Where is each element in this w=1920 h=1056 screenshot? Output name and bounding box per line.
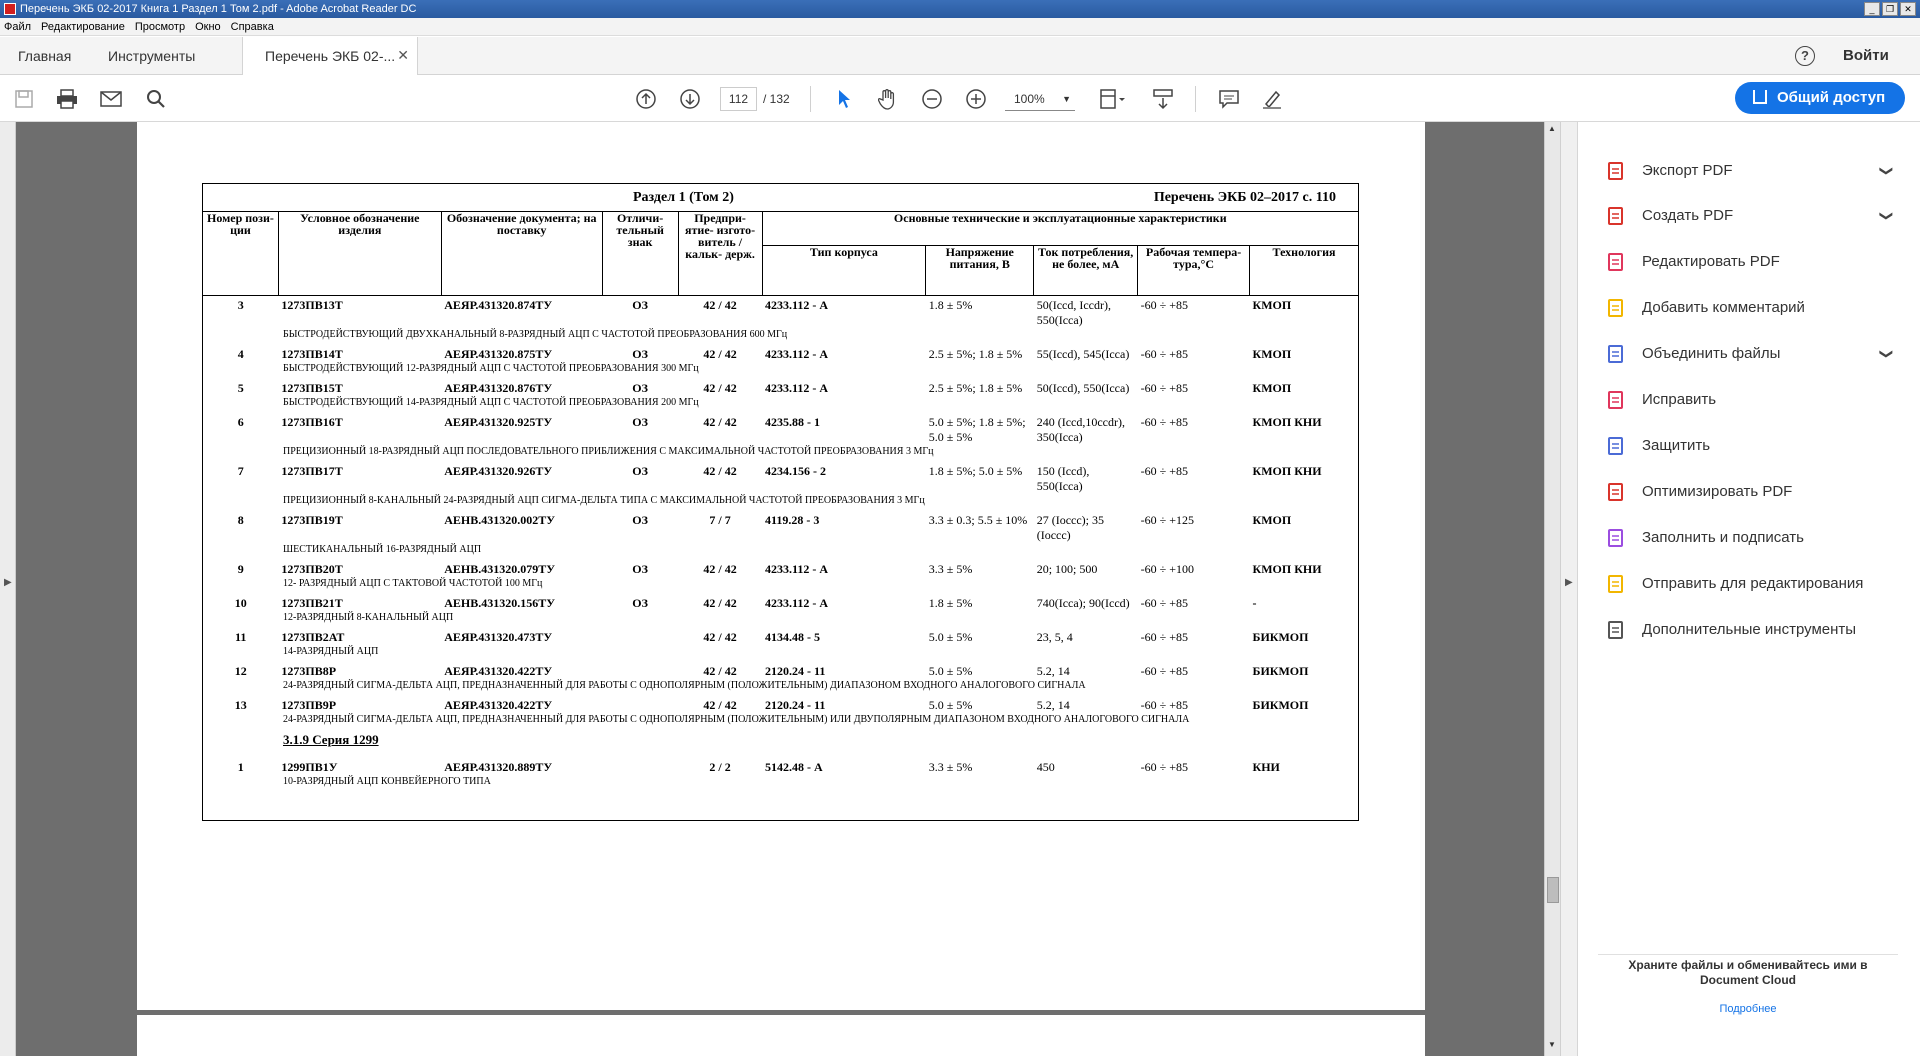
cell-tech: - bbox=[1250, 594, 1359, 611]
cell-case: 4233.112 - А bbox=[765, 381, 829, 395]
row-description: 12-РАЗРЯДНЫЙ 8-КАНАЛЬНЫЙ АЦП bbox=[203, 611, 1359, 628]
table-row bbox=[203, 696, 1359, 713]
cell-name: 1273ПВ9Р bbox=[281, 698, 337, 712]
table-row bbox=[203, 379, 1359, 396]
cell-pos: 3 bbox=[203, 296, 279, 329]
header-temp: Рабочая темпера- тура,°С bbox=[1138, 246, 1250, 296]
table-note-row bbox=[203, 679, 1359, 696]
table-row bbox=[203, 662, 1359, 679]
row-description: БЫСТРОДЕЙСТВУЮЩИЙ 12-РАЗРЯДНЫЙ АЦП С ЧАСТОТОЙ ПРЕОБРАЗОВАНИЯ 300 МГц bbox=[203, 362, 1359, 379]
cell-current: 23, 5, 4 bbox=[1036, 630, 1073, 644]
cell-voltage: 1.8 ± 5%; 5.0 ± 5% bbox=[928, 464, 1023, 478]
share-label: Общий доступ bbox=[1777, 89, 1886, 106]
cell-doc: АЕНВ.431320.156ТУ bbox=[444, 596, 556, 610]
list-title: Перечень ЭКБ 02–2017 с. 110 bbox=[1153, 190, 1336, 205]
tool-protect[interactable] bbox=[1604, 431, 1904, 461]
toolbar-divider bbox=[1195, 86, 1196, 112]
cell-current: 240 (Iccd,10ccdr), 350(Icca) bbox=[1036, 415, 1125, 444]
cell-mark: ОЗ bbox=[632, 347, 648, 361]
cell-pos: 4 bbox=[203, 345, 279, 362]
signin-button[interactable]: Войти bbox=[1843, 47, 1889, 64]
scroll-down-icon[interactable]: ▼ bbox=[1548, 1040, 1556, 1049]
cell-current: 740(Icca); 90(Iccd) bbox=[1036, 596, 1130, 610]
cell-maker: 42 / 42 bbox=[703, 347, 737, 361]
collapse-right-icon: ▶ bbox=[1565, 577, 1573, 588]
title-bar bbox=[0, 0, 1920, 18]
panel-divider bbox=[1598, 954, 1898, 955]
cell-name: 1273ПВ17Т bbox=[281, 464, 343, 478]
cell-case: 4233.112 - А bbox=[765, 562, 829, 576]
cell-pos: 13 bbox=[203, 696, 279, 713]
cell-name: 1273ПВ16Т bbox=[281, 415, 343, 429]
header-pos: Номер пози- ции bbox=[203, 212, 279, 296]
table-end-row bbox=[203, 792, 1359, 820]
cell-temp: -60 ÷ +85 bbox=[1140, 698, 1188, 712]
cell-temp: -60 ÷ +85 bbox=[1140, 347, 1188, 361]
export-pdf-icon bbox=[1606, 161, 1626, 181]
section-title: Раздел 1 (Том 2) bbox=[633, 190, 734, 205]
cell-case: 4235.88 - 1 bbox=[765, 415, 821, 429]
menu-bar bbox=[0, 18, 1920, 36]
cell-voltage: 5.0 ± 5% bbox=[928, 698, 973, 712]
header-maker: Предпри- ятие- изгото- витель / кальк- держ. bbox=[678, 212, 762, 296]
cell-mark: ОЗ bbox=[632, 562, 648, 576]
tool-fill-sign[interactable] bbox=[1604, 523, 1904, 553]
scrollbar-thumb[interactable] bbox=[1547, 877, 1559, 903]
menu-file[interactable]: Файл bbox=[4, 21, 32, 33]
scroll-up-icon[interactable]: ▲ bbox=[1548, 124, 1556, 133]
learn-more-link[interactable]: Подробнее bbox=[1719, 1003, 1777, 1015]
window-controls bbox=[1864, 2, 1916, 16]
cell-doc: АЕЯР.431320.876ТУ bbox=[444, 381, 553, 395]
tab-document[interactable] bbox=[242, 37, 418, 75]
cell-name: 1273ПВ19Т bbox=[281, 513, 343, 527]
cell-name: 1273ПВ20Т bbox=[281, 562, 343, 576]
next-page-icon[interactable] bbox=[679, 88, 701, 110]
cell-current: 20; 100; 500 bbox=[1036, 562, 1098, 576]
cell-tech: БИКМОП bbox=[1250, 628, 1359, 645]
document-cloud-promo bbox=[1598, 958, 1898, 1017]
cell-tech: БИКМОП bbox=[1250, 696, 1359, 713]
cell-name: 1273ПВ8Р bbox=[281, 664, 337, 678]
minimize-button[interactable]: _ bbox=[1864, 2, 1880, 16]
row-description: ШЕСТИКАНАЛЬНЫЙ 16-РАЗРЯДНЫЙ АЦП bbox=[203, 543, 1359, 560]
cell-tech: КМОП bbox=[1250, 379, 1359, 396]
cell-temp: -60 ÷ +85 bbox=[1140, 630, 1188, 644]
prev-page-icon[interactable] bbox=[635, 88, 657, 110]
zoom-select[interactable] bbox=[1005, 87, 1075, 111]
table-row bbox=[203, 413, 1359, 445]
table-row bbox=[203, 462, 1359, 494]
table-note-row bbox=[203, 494, 1359, 511]
tool-label: Создать PDF bbox=[1642, 207, 1734, 224]
cell-voltage: 3.3 ± 0.3; 5.5 ± 10% bbox=[928, 513, 1028, 527]
help-icon[interactable]: ? bbox=[1795, 46, 1815, 66]
cell-temp: -60 ÷ +85 bbox=[1140, 596, 1188, 610]
row-description: 12- РАЗРЯДНЫЙ АЦП С ТАКТОВОЙ ЧАСТОТОЙ 100 МГц bbox=[203, 577, 1359, 594]
tool-comment[interactable] bbox=[1604, 293, 1904, 323]
cell-pos: 8 bbox=[203, 511, 279, 543]
cell-mark bbox=[602, 662, 678, 679]
highlight-pen-icon[interactable] bbox=[1261, 88, 1283, 110]
table-row bbox=[203, 560, 1359, 577]
select-tool-icon[interactable] bbox=[833, 88, 855, 110]
cell-temp: -60 ÷ +100 bbox=[1140, 562, 1194, 576]
cell-case: 4233.112 - А bbox=[765, 298, 829, 312]
hand-tool-icon[interactable] bbox=[877, 88, 899, 110]
row-description: 14-РАЗРЯДНЫЙ АЦП bbox=[203, 645, 1359, 662]
cell-current: 50(Iccd), 550(Icca) bbox=[1036, 381, 1130, 395]
cell-maker: 42 / 42 bbox=[703, 630, 737, 644]
row-description: БЫСТРОДЕЙСТВУЮЩИЙ ДВУХКАНАЛЬНЫЙ 8-РАЗРЯДНЫЙ АЦП С ЧАСТОТОЙ ПРЕОБРАЗОВАНИЯ 600 МГц bbox=[203, 328, 1359, 345]
header-voltage: Напряжение питания, В bbox=[926, 246, 1034, 296]
cell-name: 1299ПВ1У bbox=[281, 760, 338, 774]
table-title-row bbox=[203, 184, 1359, 212]
cell-mark: ОЗ bbox=[632, 298, 648, 312]
cell-mark: ОЗ bbox=[632, 415, 648, 429]
optimize-pdf-icon bbox=[1606, 482, 1626, 502]
cell-pos: 11 bbox=[203, 628, 279, 645]
cloud-text: Храните файлы и обменивайтесь ими в Document Cloud bbox=[1628, 958, 1868, 987]
expand-left-icon: ▶ bbox=[4, 577, 12, 588]
header-document: Обозначение документа; на поставку bbox=[441, 212, 602, 296]
tool-label: Экспорт PDF bbox=[1642, 162, 1733, 179]
header-current: Ток потребления, не более, мА bbox=[1034, 246, 1138, 296]
more-tools-icon bbox=[1606, 620, 1626, 640]
cell-mark bbox=[602, 628, 678, 645]
tool-label: Заполнить и подписать bbox=[1642, 529, 1804, 546]
chevron-down-icon[interactable]: ❯ bbox=[1879, 210, 1895, 222]
cell-voltage: 2.5 ± 5%; 1.8 ± 5% bbox=[928, 381, 1023, 395]
tool-optimize-pdf[interactable] bbox=[1604, 477, 1904, 507]
menu-help[interactable]: Справка bbox=[230, 21, 274, 33]
search-icon[interactable] bbox=[145, 88, 167, 110]
table-row bbox=[203, 758, 1359, 775]
header-tech: Технология bbox=[1250, 246, 1359, 296]
cell-tech: БИКМОП bbox=[1250, 662, 1359, 679]
tab-tools[interactable]: Инструменты bbox=[108, 48, 196, 64]
cell-case: 2120.24 - 11 bbox=[765, 698, 826, 712]
row-description: 10-РАЗРЯДНЫЙ АЦП КОНВЕЙЕРНОГО ТИПА bbox=[203, 775, 1359, 792]
cell-doc: АЕНВ.431320.079ТУ bbox=[444, 562, 556, 576]
cell-doc: АЕЯР.431320.875ТУ bbox=[444, 347, 553, 361]
zoom-in-icon[interactable] bbox=[965, 88, 987, 110]
cell-name: 1273ПВ15Т bbox=[281, 381, 343, 395]
cell-maker: 2 / 2 bbox=[709, 760, 731, 774]
email-icon[interactable] bbox=[100, 88, 122, 110]
table-note-row bbox=[203, 775, 1359, 792]
cell-maker: 42 / 42 bbox=[703, 381, 737, 395]
cell-voltage: 5.0 ± 5% bbox=[928, 630, 973, 644]
cell-current: 450 bbox=[1036, 760, 1055, 774]
cell-temp: -60 ÷ +125 bbox=[1140, 513, 1194, 527]
cell-mark bbox=[602, 696, 678, 713]
cell-voltage: 1.8 ± 5% bbox=[928, 298, 973, 312]
tool-create-pdf[interactable] bbox=[1604, 201, 1904, 231]
cell-doc: АЕЯР.431320.874ТУ bbox=[444, 298, 553, 312]
print-icon[interactable] bbox=[56, 88, 78, 110]
row-description: ПРЕЦИЗИОННЫЙ 8-КАНАЛЬНЫЙ 24-РАЗРЯДНЫЙ АЦП СИГМА-ДЕЛЬТА ТИПА С МАКСИМАЛЬНОЙ ЧАСТОТОЙ ПРЕОБРАЗОВАНИЯ 3 МГц bbox=[203, 494, 1359, 511]
table-note-row bbox=[203, 645, 1359, 662]
row-description: ПРЕЦИЗИОННЫЙ 18-РАЗРЯДНЫЙ АЦП ПОСЛЕДОВАТЕЛЬНОГО ПРИБЛИЖЕНИЯ С МАКСИМАЛЬНОЙ ЧАСТОТОЙ ПРЕОБРАЗОВАНИЯ 3 МГц bbox=[203, 445, 1359, 462]
cell-pos: 12 bbox=[203, 662, 279, 679]
cell-voltage: 1.8 ± 5% bbox=[928, 596, 973, 610]
left-panel-toggle[interactable] bbox=[0, 122, 16, 1056]
cell-voltage: 3.3 ± 5% bbox=[928, 760, 973, 774]
row-description: БЫСТРОДЕЙСТВУЮЩИЙ 14-РАЗРЯДНЫЙ АЦП С ЧАСТОТОЙ ПРЕОБРАЗОВАНИЯ 200 МГц bbox=[203, 396, 1359, 413]
cell-tech: КМОП bbox=[1250, 345, 1359, 362]
table-note-row bbox=[203, 328, 1359, 345]
cell-pos: 5 bbox=[203, 379, 279, 396]
tool-edit-pdf[interactable] bbox=[1604, 247, 1904, 277]
menu-window[interactable]: Окно bbox=[195, 21, 221, 33]
tool-label: Добавить комментарий bbox=[1642, 299, 1805, 316]
cell-temp: -60 ÷ +85 bbox=[1140, 415, 1188, 429]
fix-icon bbox=[1606, 390, 1626, 410]
cell-case: 5142.48 - А bbox=[765, 760, 823, 774]
cell-doc: АЕНВ.431320.002ТУ bbox=[444, 513, 556, 527]
chevron-down-icon[interactable]: ❯ bbox=[1879, 165, 1895, 177]
cell-tech: КНИ bbox=[1250, 758, 1359, 775]
cell-pos: 6 bbox=[203, 413, 279, 445]
cell-current: 55(Iccd), 545(Icca) bbox=[1036, 347, 1130, 361]
header-characteristics: Основные технические и эксплуатационные характеристики bbox=[762, 212, 1358, 246]
cell-case: 4234.156 - 2 bbox=[765, 464, 827, 478]
cell-doc: АЕЯР.431320.925ТУ bbox=[444, 415, 553, 429]
cell-maker: 42 / 42 bbox=[703, 596, 737, 610]
cell-temp: -60 ÷ +85 bbox=[1140, 464, 1188, 478]
row-description: 24-РАЗРЯДНЫЙ СИГМА-ДЕЛЬТА АЦП, ПРЕДНАЗНАЧЕННЫЙ ДЛЯ РАБОТЫ С ОДНОПОЛЯРНЫМ (ПОЛОЖИТЕЛЬНЫМ) ИЛИ ДВУПОЛЯРНЫМ ДИАПАЗОНОМ ВХОДНОГО АНАЛОГОВОГО СИГНАЛА bbox=[203, 713, 1359, 730]
cell-mark: ОЗ bbox=[632, 596, 648, 610]
tool-fix[interactable] bbox=[1604, 385, 1904, 415]
cell-doc: АЕЯР.431320.889ТУ bbox=[444, 760, 553, 774]
table-row bbox=[203, 594, 1359, 611]
cell-tech: КМОП КНИ bbox=[1250, 462, 1359, 494]
save-icon[interactable] bbox=[13, 88, 35, 110]
cell-temp: -60 ÷ +85 bbox=[1140, 298, 1188, 312]
cell-name: 1273ПВ21Т bbox=[281, 596, 343, 610]
tab-document-label: Перечень ЭКБ 02-... bbox=[265, 48, 396, 64]
tab-bar bbox=[0, 37, 1920, 75]
tool-label: Объединить файлы bbox=[1642, 345, 1781, 362]
menu-edit[interactable]: Редактирование bbox=[41, 21, 125, 33]
cell-pos: 1 bbox=[203, 758, 279, 775]
table-row bbox=[203, 345, 1359, 362]
edit-pdf-icon bbox=[1606, 252, 1626, 272]
tool-label: Отправить для редактирования bbox=[1642, 575, 1864, 592]
acrobat-icon bbox=[4, 3, 16, 15]
chevron-down-icon[interactable]: ❯ bbox=[1879, 348, 1895, 360]
send-review-icon bbox=[1606, 574, 1626, 594]
cell-doc: АЕЯР.431320.422ТУ bbox=[444, 698, 553, 712]
cell-voltage: 2.5 ± 5%; 1.8 ± 5% bbox=[928, 347, 1023, 361]
header-designation: Условное обозначение изделия bbox=[278, 212, 441, 296]
header-mark: Отличи- тельный знак bbox=[602, 212, 678, 296]
cell-current: 150 (Iccd), 550(Icca) bbox=[1036, 464, 1090, 493]
scroll-mode-icon[interactable] bbox=[1152, 88, 1174, 110]
cell-case: 4134.48 - 5 bbox=[765, 630, 821, 644]
cell-doc: АЕЯР.431320.473ТУ bbox=[444, 630, 553, 644]
tool-export-pdf[interactable] bbox=[1604, 156, 1904, 186]
cell-mark: ОЗ bbox=[632, 381, 648, 395]
cell-case: 4233.112 - А bbox=[765, 596, 829, 610]
page-fit-icon[interactable] bbox=[1098, 88, 1128, 110]
table-note-row bbox=[203, 362, 1359, 379]
page-number-input[interactable] bbox=[720, 87, 757, 111]
cell-maker: 7 / 7 bbox=[709, 513, 731, 527]
cell-case: 2120.24 - 11 bbox=[765, 664, 826, 678]
zoom-out-icon[interactable] bbox=[921, 88, 943, 110]
tool-combine-files[interactable] bbox=[1604, 339, 1904, 369]
cell-current: 5.2, 14 bbox=[1036, 664, 1070, 678]
cell-maker: 42 / 42 bbox=[703, 664, 737, 678]
ekb-table bbox=[202, 183, 1359, 821]
fill-sign-icon bbox=[1606, 528, 1626, 548]
close-tab-icon[interactable]: ✕ bbox=[397, 47, 409, 63]
header-case: Тип корпуса bbox=[762, 246, 926, 296]
toolbar-divider bbox=[810, 86, 811, 112]
cell-doc: АЕЯР.431320.422ТУ bbox=[444, 664, 553, 678]
cell-case: 4233.112 - А bbox=[765, 347, 829, 361]
vertical-scrollbar[interactable] bbox=[1544, 122, 1560, 1056]
cell-mark bbox=[602, 758, 678, 775]
table-note-row bbox=[203, 713, 1359, 730]
cell-tech: КМОП КНИ bbox=[1250, 560, 1359, 577]
cell-pos: 10 bbox=[203, 594, 279, 611]
cell-current: 27 (Ioccc); 35 (Ioccc) bbox=[1036, 513, 1105, 542]
table-row bbox=[203, 628, 1359, 645]
share-button[interactable] bbox=[1735, 82, 1905, 114]
cell-tech: КМОП bbox=[1250, 511, 1359, 543]
table-row bbox=[203, 296, 1359, 329]
tab-home[interactable]: Главная bbox=[18, 48, 72, 64]
cell-name: 1273ПВ14Т bbox=[281, 347, 343, 361]
cell-current: 50(Iccd, Iccdr), 550(Icca) bbox=[1036, 298, 1111, 327]
series-heading: 3.1.9 Серия 1299 bbox=[203, 730, 1359, 758]
tool-label: Дополнительные инструменты bbox=[1642, 621, 1857, 638]
combine-files-icon bbox=[1606, 344, 1626, 364]
tool-more-tools[interactable] bbox=[1604, 615, 1904, 645]
cell-tech: КМОП bbox=[1250, 296, 1359, 329]
cell-voltage: 3.3 ± 5% bbox=[928, 562, 973, 576]
table-note-row bbox=[203, 577, 1359, 594]
row-description: 24-РАЗРЯДНЫЙ СИГМА-ДЕЛЬТА АЦП, ПРЕДНАЗНАЧЕННЫЙ ДЛЯ РАБОТЫ С ОДНОПОЛЯРНЫМ (ПОЛОЖИТЕЛЬНЫМ) ДИАПАЗОНОМ ВХОДНОГО АНАЛОГОВОГО СИГНАЛА bbox=[203, 679, 1359, 696]
cell-maker: 42 / 42 bbox=[703, 562, 737, 576]
share-icon bbox=[1753, 90, 1767, 104]
pdf-next-page bbox=[137, 1015, 1425, 1056]
cell-name: 1273ПВ2АТ bbox=[281, 630, 345, 644]
tools-panel bbox=[1577, 122, 1920, 1056]
cell-pos: 7 bbox=[203, 462, 279, 494]
series-heading-row bbox=[203, 730, 1359, 758]
tool-label: Оптимизировать PDF bbox=[1642, 483, 1793, 500]
table-note-row bbox=[203, 445, 1359, 462]
cell-mark: ОЗ bbox=[632, 513, 648, 527]
cell-temp: -60 ÷ +85 bbox=[1140, 760, 1188, 774]
cell-temp: -60 ÷ +85 bbox=[1140, 381, 1188, 395]
zoom-value: 100% bbox=[1014, 92, 1045, 106]
cell-voltage: 5.0 ± 5% bbox=[928, 664, 973, 678]
tool-label: Защитить bbox=[1642, 437, 1711, 454]
comment-icon[interactable] bbox=[1218, 88, 1240, 110]
tool-label: Редактировать PDF bbox=[1642, 253, 1780, 270]
menu-view[interactable]: Просмотр bbox=[134, 21, 186, 33]
cell-maker: 42 / 42 bbox=[703, 415, 737, 429]
cell-maker: 42 / 42 bbox=[703, 698, 737, 712]
close-window-button[interactable]: ✕ bbox=[1900, 2, 1916, 16]
cell-current: 5.2, 14 bbox=[1036, 698, 1070, 712]
cell-maker: 42 / 42 bbox=[703, 464, 737, 478]
table-note-row bbox=[203, 396, 1359, 413]
window-title: Перечень ЭКБ 02-2017 Книга 1 Раздел 1 Том 2.pdf - Adobe Acrobat Reader DC bbox=[20, 3, 417, 15]
page-count: / 132 bbox=[763, 92, 790, 106]
toolbar bbox=[0, 76, 1920, 122]
cell-mark: ОЗ bbox=[632, 464, 648, 478]
cell-case: 4119.28 - 3 bbox=[765, 513, 820, 527]
table-row bbox=[203, 511, 1359, 543]
table-note-row bbox=[203, 611, 1359, 628]
right-panel-toggle[interactable] bbox=[1560, 122, 1577, 1056]
cell-name: 1273ПВ13Т bbox=[281, 298, 343, 312]
table-note-row bbox=[203, 543, 1359, 560]
cell-doc: АЕЯР.431320.926ТУ bbox=[444, 464, 553, 478]
protect-icon bbox=[1606, 436, 1626, 456]
chevron-down-icon: ▼ bbox=[1062, 94, 1071, 104]
cell-temp: -60 ÷ +85 bbox=[1140, 664, 1188, 678]
tool-send-review[interactable] bbox=[1604, 569, 1904, 599]
cell-maker: 42 / 42 bbox=[703, 298, 737, 312]
cell-tech: КМОП КНИ bbox=[1250, 413, 1359, 445]
restore-button[interactable]: ❐ bbox=[1882, 2, 1898, 16]
cell-pos: 9 bbox=[203, 560, 279, 577]
cell-voltage: 5.0 ± 5%; 1.8 ± 5%; 5.0 ± 5% bbox=[928, 415, 1026, 444]
tool-label: Исправить bbox=[1642, 391, 1717, 408]
table-body bbox=[203, 296, 1359, 821]
create-pdf-icon bbox=[1606, 206, 1626, 226]
comment-icon bbox=[1606, 298, 1626, 318]
